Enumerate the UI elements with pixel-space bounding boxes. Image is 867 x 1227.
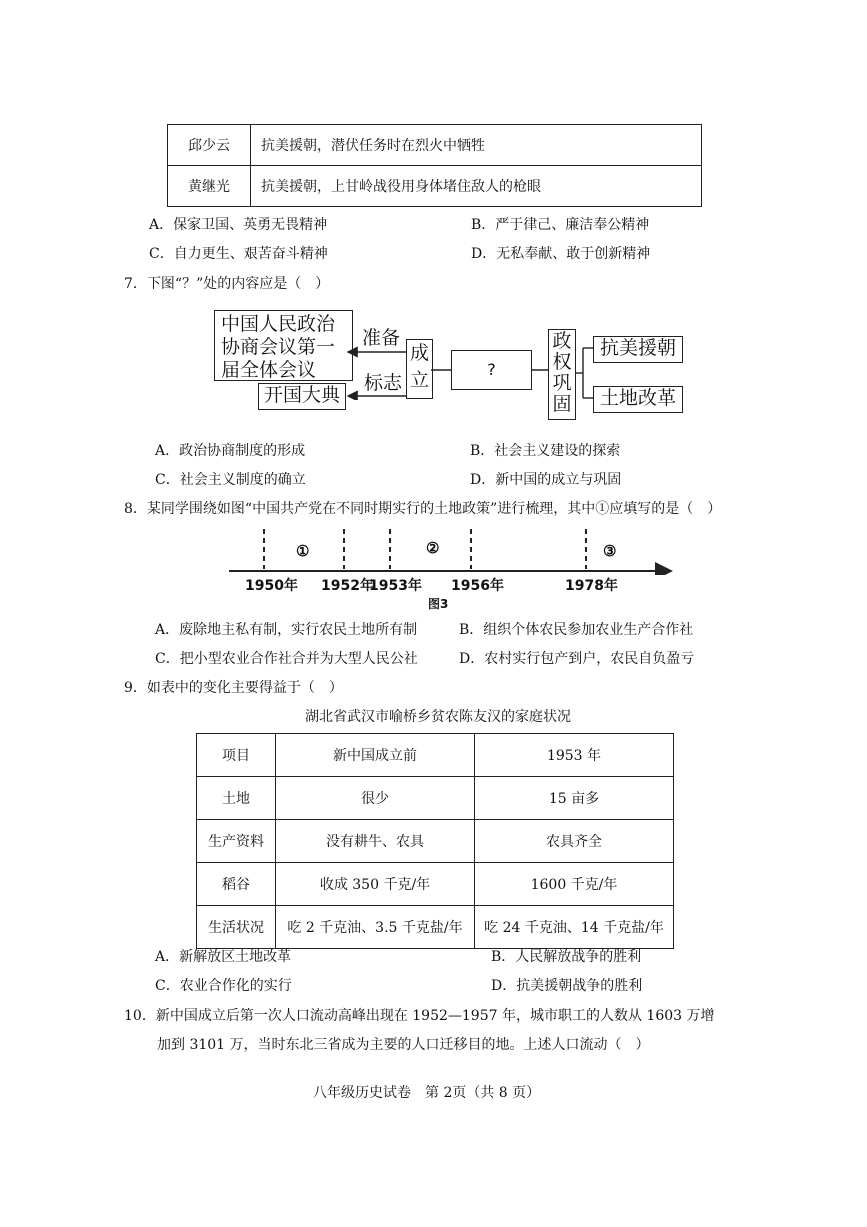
q9-option-a[interactable]: A．新解放区土地改革 (155, 949, 292, 965)
q7-stem: 7．下图“？”处的内容应是（ ） (124, 276, 330, 292)
hero-desc: 抗美援朝，上甘岭战役用身体堵住敌人的枪眼 (251, 166, 702, 207)
table-row (197, 906, 674, 949)
marker-2: ② (426, 539, 440, 557)
found-char: 成 (409, 342, 429, 364)
prepare-label: 准备 (362, 327, 401, 349)
consolidate-char: 巩 (552, 372, 572, 394)
cppcc-line: 届全体会议 (221, 359, 317, 381)
cell: 生活状况 (197, 906, 276, 949)
arrows-svg (340, 340, 410, 400)
bracket-svg (575, 340, 595, 406)
year-label: 1950年 (245, 578, 298, 594)
q8-stem: 8．某同学围绕如图“中国共产党在不同时期实行的土地政策”进行梳理，其中①应填写的是（ ） (124, 501, 722, 517)
korea-box: 抗美援朝 (593, 336, 683, 363)
cell: 项目 (197, 734, 276, 777)
found-box (406, 339, 433, 399)
year-label: 1978年 (565, 578, 618, 594)
ceremony-box: 开国大典 (258, 383, 346, 410)
table-row (168, 166, 702, 207)
consolidate-char: 固 (552, 393, 572, 415)
cell: 吃 24 千克油、14 千克盐/年 (475, 906, 674, 949)
heroes-table (167, 124, 702, 207)
q9-option-c[interactable]: C．农业合作化的实行 (155, 978, 292, 994)
hero-desc: 抗美援朝，潜伏任务时在烈火中牺牲 (251, 125, 702, 166)
marker-1: ① (296, 542, 310, 560)
marker-3: ③ (603, 542, 617, 560)
q6-option-b[interactable]: B．严于律己、廉洁奉公精神 (471, 217, 650, 233)
question-box: ? (451, 350, 532, 390)
mark-label: 标志 (364, 372, 403, 394)
cell: 很少 (276, 777, 475, 820)
found-char: 立 (409, 369, 429, 391)
hero-name: 黄继光 (168, 166, 251, 207)
q9-option-b[interactable]: B．人民解放战争的胜利 (491, 949, 642, 965)
q7-option-b[interactable]: B．社会主义建设的探索 (470, 443, 621, 459)
q8-option-a[interactable]: A．废除地主私有制，实行农民土地所有制 (155, 622, 418, 638)
q7-option-c[interactable]: C．社会主义制度的确立 (155, 472, 306, 488)
cell: 生产资料 (197, 820, 276, 863)
cell: 农具齐全 (475, 820, 674, 863)
q8-option-d[interactable]: D．农村实行包产到户，农民自负盈亏 (459, 651, 695, 667)
cell: 吃 2 千克油、3.5 千克盐/年 (276, 906, 475, 949)
cell: 新中国成立前 (276, 734, 475, 777)
q6-option-a[interactable]: A．保家卫国、英勇无畏精神 (149, 217, 328, 233)
q8-option-b[interactable]: B．组织个体农民参加农业生产合作社 (459, 622, 694, 638)
table-row (197, 777, 674, 820)
q10-stem-line1: 10．新中国成立后第一次人口流动高峰出现在 1952—1957 年，城市职工的人数从 1603 万增 (124, 1008, 715, 1024)
q10-stem-line2: 加到 3101 万，当时东北三省成为主要的人口迁移目的地。上述人口流动（ ） (157, 1037, 650, 1053)
table-row (168, 125, 702, 166)
cppcc-line: 协商会议第一 (221, 336, 336, 358)
cell: 土地 (197, 777, 276, 820)
consolidate-char: 政 (552, 330, 572, 352)
cell: 稻谷 (197, 863, 276, 906)
year-label: 1952年 (321, 578, 374, 594)
cell: 没有耕牛、农具 (276, 820, 475, 863)
year-label: 1956年 (451, 578, 504, 594)
hero-name: 邱少云 (168, 125, 251, 166)
cell: 1953 年 (475, 734, 674, 777)
table-title: 湖北省武汉市喻桥乡贫农陈友汉的家庭状况 (305, 709, 571, 725)
q6-option-c[interactable]: C．自力更生、艰苦奋斗精神 (149, 246, 328, 262)
consolidate-char: 权 (552, 351, 572, 373)
cell: 收成 350 千克/年 (276, 863, 475, 906)
cppcc-line: 中国人民政治 (221, 313, 336, 335)
consolidate-box (548, 329, 576, 420)
q8-option-c[interactable]: C．把小型农业合作社合并为大型人民公社 (155, 651, 418, 667)
q9-option-d[interactable]: D．抗美援朝战争的胜利 (491, 978, 643, 994)
figure-caption: 图3 (428, 597, 449, 611)
table-row (197, 734, 674, 777)
table-row (197, 820, 674, 863)
cell: 1600 千克/年 (475, 863, 674, 906)
land-reform-box: 土地改革 (593, 386, 683, 413)
q6-option-d[interactable]: D．无私奉献、敢于创新精神 (471, 246, 651, 262)
cppcc-box (214, 310, 353, 381)
cell: 15 亩多 (475, 777, 674, 820)
family-table (196, 733, 674, 949)
q7-option-d[interactable]: D．新中国的成立与巩固 (470, 472, 622, 488)
table-row (197, 863, 674, 906)
q9-stem: 9．如表中的变化主要得益于（ ） (124, 680, 343, 696)
page-footer: 八年级历史试卷 第 2页（共 8 页） (313, 1085, 541, 1101)
year-label: 1953年 (369, 578, 422, 594)
q7-option-a[interactable]: A．政治协商制度的形成 (155, 443, 306, 459)
